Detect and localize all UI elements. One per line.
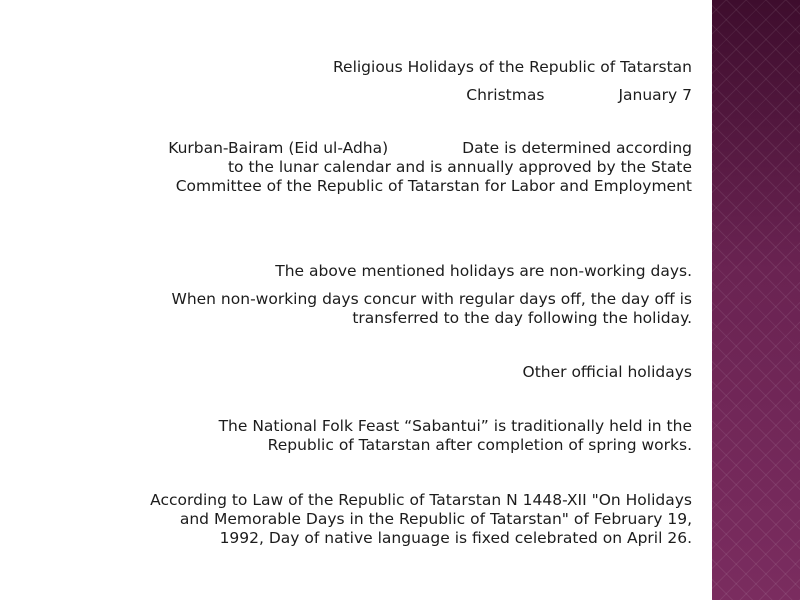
transfer-note-line-2: transferred to the day following the holiday. [352,309,692,327]
law-paragraph [60,491,692,548]
christmas-name: Christmas [466,86,545,104]
law-line-1: According to Law of the Republic of Tatarstan N 1448-XII "On Holidays [150,491,692,509]
christmas-row [60,86,692,105]
sabantui-line-1: The National Folk Feast “Sabantui” is traditionally held in the [218,417,692,435]
transfer-note-line-1: When non-working days concur with regular days off, the day off is [171,290,692,308]
non-working-note-text: The above mentioned holidays are non-working days. [275,262,692,280]
law-line-2: and Memorable Days in the Republic of Tatarstan" of February 19, [179,510,692,528]
sabantui-paragraph [60,417,692,455]
kurban-bairam-row [60,139,692,158]
other-holidays-heading-text: Other official holidays [522,363,692,381]
other-holidays-heading [60,363,692,382]
kurban-bairam-date-line-2: to the lunar calendar and is annually approved by the State [227,158,692,176]
slide-title [60,58,692,77]
title-text: Religious Holidays of the Republic of Tatarstan [332,58,692,76]
law-line-3: 1992, Day of native language is fixed celebrated on April 26. [219,529,692,547]
kurban-bairam-date-continued [60,158,692,196]
sabantui-line-2: Republic of Tatarstan after completion of spring works. [267,436,692,454]
kurban-bairam-name: Kurban-Bairam (Eid ul-Adha) [168,139,389,157]
kurban-bairam-date-line-3: Committee of the Republic of Tatarstan for Labor and Employment [175,177,692,195]
transfer-note [60,290,692,328]
christmas-date: January 7 [618,86,692,104]
decorative-side-panel [712,0,800,600]
non-working-note [60,262,692,281]
kurban-bairam-date-line-1: Date is determined according [462,139,692,157]
